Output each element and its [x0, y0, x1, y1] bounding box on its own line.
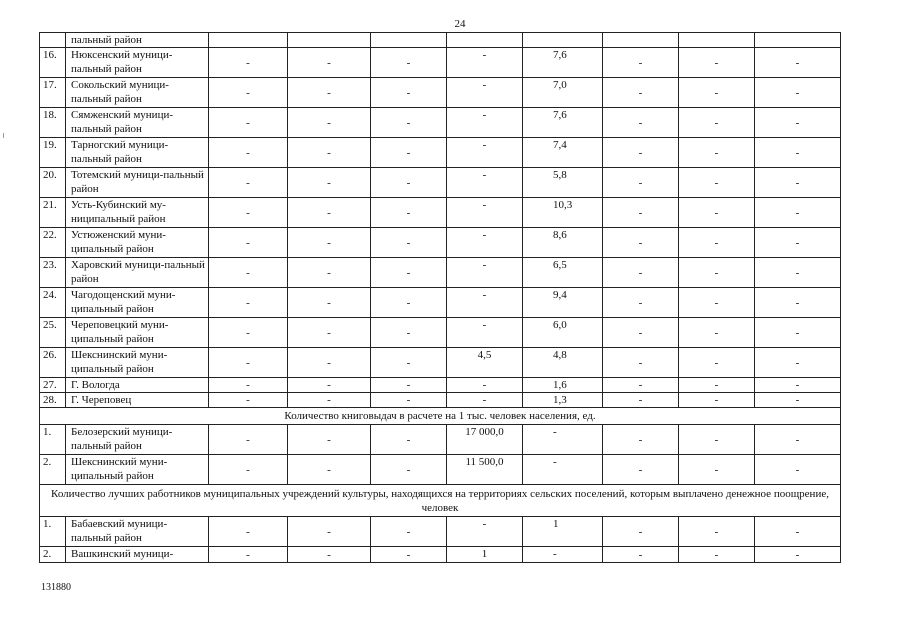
value-cell: - — [679, 198, 755, 228]
value-cell — [679, 33, 755, 48]
row-number: 17. — [40, 78, 66, 108]
value-cell: - — [603, 393, 679, 408]
value-cell: - — [603, 258, 679, 288]
value-cell: - — [755, 138, 841, 168]
value-cell: - — [209, 288, 288, 318]
row-number: 1. — [40, 425, 66, 455]
value-cell: - — [679, 138, 755, 168]
value-cell: - — [209, 547, 288, 563]
value-cell: - — [371, 348, 447, 378]
district-name: Бабаевский муници-пальный район — [66, 517, 209, 547]
table-row — [40, 168, 841, 198]
value-cell: - — [679, 318, 755, 348]
district-name: Вашкинский муници- — [66, 547, 209, 563]
value-cell: - — [679, 547, 755, 563]
value-cell: - — [288, 78, 371, 108]
value-cell: - — [371, 425, 447, 455]
district-name: Нюксенский муници-пальный район — [66, 48, 209, 78]
value-cell: - — [603, 138, 679, 168]
value-cell: - — [603, 108, 679, 138]
value-cell: - — [209, 318, 288, 348]
value-cell: - — [371, 48, 447, 78]
value-cell: 4,8 — [523, 348, 603, 378]
value-cell: - — [209, 108, 288, 138]
value-cell: - — [371, 78, 447, 108]
row-number: 24. — [40, 288, 66, 318]
value-cell: - — [209, 425, 288, 455]
district-name: Г. Вологда — [66, 378, 209, 393]
value-cell: - — [447, 258, 523, 288]
value-cell: - — [447, 378, 523, 393]
value-cell: 6,0 — [523, 318, 603, 348]
district-name: Г. Череповец — [66, 393, 209, 408]
row-number: 28. — [40, 393, 66, 408]
value-cell: - — [523, 455, 603, 485]
value-cell: - — [288, 108, 371, 138]
value-cell: - — [371, 168, 447, 198]
table-row — [40, 228, 841, 258]
value-cell: - — [755, 455, 841, 485]
value-cell: - — [371, 228, 447, 258]
district-name: Устюженский муни-ципальный район — [66, 228, 209, 258]
section-title: Количество лучших работников муниципальных учреждений культуры, находящихся на территориях сельских поселений, которым выплачено денежное поощрение, человек — [40, 485, 841, 517]
value-cell: - — [447, 108, 523, 138]
value-cell: - — [288, 455, 371, 485]
value-cell: 17 000,0 — [447, 425, 523, 455]
value-cell: - — [603, 48, 679, 78]
row-number: 22. — [40, 228, 66, 258]
value-cell: - — [288, 348, 371, 378]
value-cell: - — [679, 288, 755, 318]
value-cell — [447, 33, 523, 48]
value-cell: - — [755, 425, 841, 455]
value-cell: - — [679, 258, 755, 288]
value-cell: - — [288, 393, 371, 408]
value-cell: 7,4 — [523, 138, 603, 168]
value-cell: - — [288, 318, 371, 348]
district-name: Шекснинский муни-ципальный район — [66, 455, 209, 485]
district-name: Усть-Кубинский му-ниципальный район — [66, 198, 209, 228]
row-number: 19. — [40, 138, 66, 168]
value-cell: - — [679, 455, 755, 485]
value-cell: - — [209, 455, 288, 485]
value-cell: 1 — [523, 517, 603, 547]
table-row — [40, 517, 841, 547]
value-cell: - — [209, 48, 288, 78]
page-number: 24 — [454, 18, 466, 30]
row-number: 20. — [40, 168, 66, 198]
value-cell: - — [371, 288, 447, 318]
value-cell: - — [209, 378, 288, 393]
value-cell: - — [755, 318, 841, 348]
value-cell: - — [209, 78, 288, 108]
row-number — [40, 33, 66, 48]
row-number: 1. — [40, 517, 66, 547]
value-cell: - — [679, 378, 755, 393]
value-cell: - — [603, 168, 679, 198]
value-cell: - — [679, 48, 755, 78]
section-header-row — [40, 408, 841, 425]
value-cell: - — [288, 258, 371, 288]
value-cell: - — [447, 517, 523, 547]
value-cell: - — [523, 425, 603, 455]
value-cell: - — [209, 198, 288, 228]
value-cell: - — [288, 517, 371, 547]
row-number: 18. — [40, 108, 66, 138]
value-cell: - — [755, 198, 841, 228]
value-cell: - — [755, 78, 841, 108]
value-cell — [523, 33, 603, 48]
value-cell: - — [603, 78, 679, 108]
table-row — [40, 198, 841, 228]
value-cell: - — [209, 348, 288, 378]
row-number: 27. — [40, 378, 66, 393]
value-cell: - — [288, 288, 371, 318]
value-cell: - — [288, 425, 371, 455]
table-row — [40, 425, 841, 455]
value-cell: - — [447, 318, 523, 348]
district-name: Белозерский муници-пальный район — [66, 425, 209, 455]
value-cell: - — [447, 198, 523, 228]
table-row — [40, 455, 841, 485]
value-cell: - — [447, 228, 523, 258]
value-cell: - — [755, 168, 841, 198]
value-cell: - — [447, 48, 523, 78]
value-cell: - — [209, 517, 288, 547]
section-header-row — [40, 485, 841, 517]
value-cell: 1 — [447, 547, 523, 563]
row-number: 26. — [40, 348, 66, 378]
value-cell: - — [371, 393, 447, 408]
value-cell: 1,6 — [523, 378, 603, 393]
district-name: пальный район — [66, 33, 209, 48]
value-cell: - — [679, 425, 755, 455]
value-cell: - — [371, 108, 447, 138]
value-cell: 10,3 — [523, 198, 603, 228]
value-cell: - — [209, 168, 288, 198]
table-row — [40, 318, 841, 348]
table-body — [40, 33, 841, 563]
table-row — [40, 78, 841, 108]
value-cell: - — [447, 288, 523, 318]
row-number: 21. — [40, 198, 66, 228]
district-name: Шекснинский муни-ципальный район — [66, 348, 209, 378]
value-cell: - — [755, 108, 841, 138]
value-cell: - — [288, 547, 371, 563]
table-row — [40, 348, 841, 378]
value-cell: - — [288, 378, 371, 393]
table-row — [40, 138, 841, 168]
value-cell: - — [755, 547, 841, 563]
value-cell: - — [603, 348, 679, 378]
value-cell: - — [371, 138, 447, 168]
value-cell: - — [371, 517, 447, 547]
value-cell: - — [447, 78, 523, 108]
district-name: Сямженский муници-пальный район — [66, 108, 209, 138]
value-cell: - — [679, 348, 755, 378]
data-table — [39, 32, 841, 563]
table-row — [40, 258, 841, 288]
value-cell: - — [755, 228, 841, 258]
table-row — [40, 48, 841, 78]
value-cell — [288, 33, 371, 48]
row-number: 16. — [40, 48, 66, 78]
value-cell: - — [603, 378, 679, 393]
value-cell: - — [447, 138, 523, 168]
value-cell: - — [679, 393, 755, 408]
table-row — [40, 378, 841, 393]
value-cell: 11 500,0 — [447, 455, 523, 485]
value-cell: - — [603, 198, 679, 228]
value-cell — [755, 33, 841, 48]
value-cell: - — [603, 547, 679, 563]
footer-code: 131880 — [41, 582, 71, 593]
value-cell: 7,0 — [523, 78, 603, 108]
value-cell: - — [209, 393, 288, 408]
value-cell: 5,8 — [523, 168, 603, 198]
value-cell: 9,4 — [523, 288, 603, 318]
value-cell: - — [288, 48, 371, 78]
district-name: Череповецкий муни-ципальный район — [66, 318, 209, 348]
value-cell: - — [603, 425, 679, 455]
value-cell: - — [209, 258, 288, 288]
value-cell: - — [603, 517, 679, 547]
value-cell: - — [679, 228, 755, 258]
value-cell — [603, 33, 679, 48]
value-cell: - — [371, 378, 447, 393]
value-cell: 6,5 — [523, 258, 603, 288]
value-cell: - — [371, 547, 447, 563]
row-number: 2. — [40, 547, 66, 563]
district-name: Тотемский муници-пальный район — [66, 168, 209, 198]
value-cell: - — [288, 198, 371, 228]
value-cell: - — [679, 108, 755, 138]
table-row — [40, 393, 841, 408]
value-cell: - — [679, 168, 755, 198]
value-cell: - — [209, 138, 288, 168]
value-cell: - — [603, 318, 679, 348]
value-cell: - — [755, 348, 841, 378]
value-cell: - — [371, 198, 447, 228]
value-cell: - — [371, 455, 447, 485]
row-number: 23. — [40, 258, 66, 288]
value-cell: - — [755, 48, 841, 78]
value-cell: - — [755, 517, 841, 547]
district-name: Тарногский муници-пальный район — [66, 138, 209, 168]
value-cell: - — [603, 288, 679, 318]
table-row — [40, 547, 841, 563]
section-title: Количество книговыдач в расчете на 1 тыс. человек населения, ед. — [40, 408, 841, 425]
value-cell: - — [288, 138, 371, 168]
value-cell: 7,6 — [523, 108, 603, 138]
district-name: Харовский муници-пальный район — [66, 258, 209, 288]
value-cell: - — [755, 393, 841, 408]
value-cell: - — [288, 228, 371, 258]
value-cell: - — [755, 288, 841, 318]
value-cell — [209, 33, 288, 48]
value-cell: - — [755, 378, 841, 393]
value-cell: - — [288, 168, 371, 198]
value-cell: - — [447, 168, 523, 198]
value-cell: - — [371, 258, 447, 288]
value-cell: - — [755, 258, 841, 288]
value-cell: 8,6 — [523, 228, 603, 258]
table-row — [40, 108, 841, 138]
value-cell: - — [523, 547, 603, 563]
value-cell: 7,6 — [523, 48, 603, 78]
value-cell: - — [679, 517, 755, 547]
value-cell: 1,3 — [523, 393, 603, 408]
value-cell: - — [603, 228, 679, 258]
value-cell: - — [447, 393, 523, 408]
row-number: 25. — [40, 318, 66, 348]
value-cell: - — [209, 228, 288, 258]
value-cell: - — [679, 78, 755, 108]
table-row — [40, 288, 841, 318]
row-number: 2. — [40, 455, 66, 485]
value-cell — [371, 33, 447, 48]
value-cell: 4,5 — [447, 348, 523, 378]
value-cell: - — [371, 318, 447, 348]
district-name: Чагодощенский муни-ципальный район — [66, 288, 209, 318]
table-row — [40, 33, 841, 48]
value-cell: - — [603, 455, 679, 485]
margin-mark — [3, 133, 4, 138]
district-name: Сокольский муници-пальный район — [66, 78, 209, 108]
